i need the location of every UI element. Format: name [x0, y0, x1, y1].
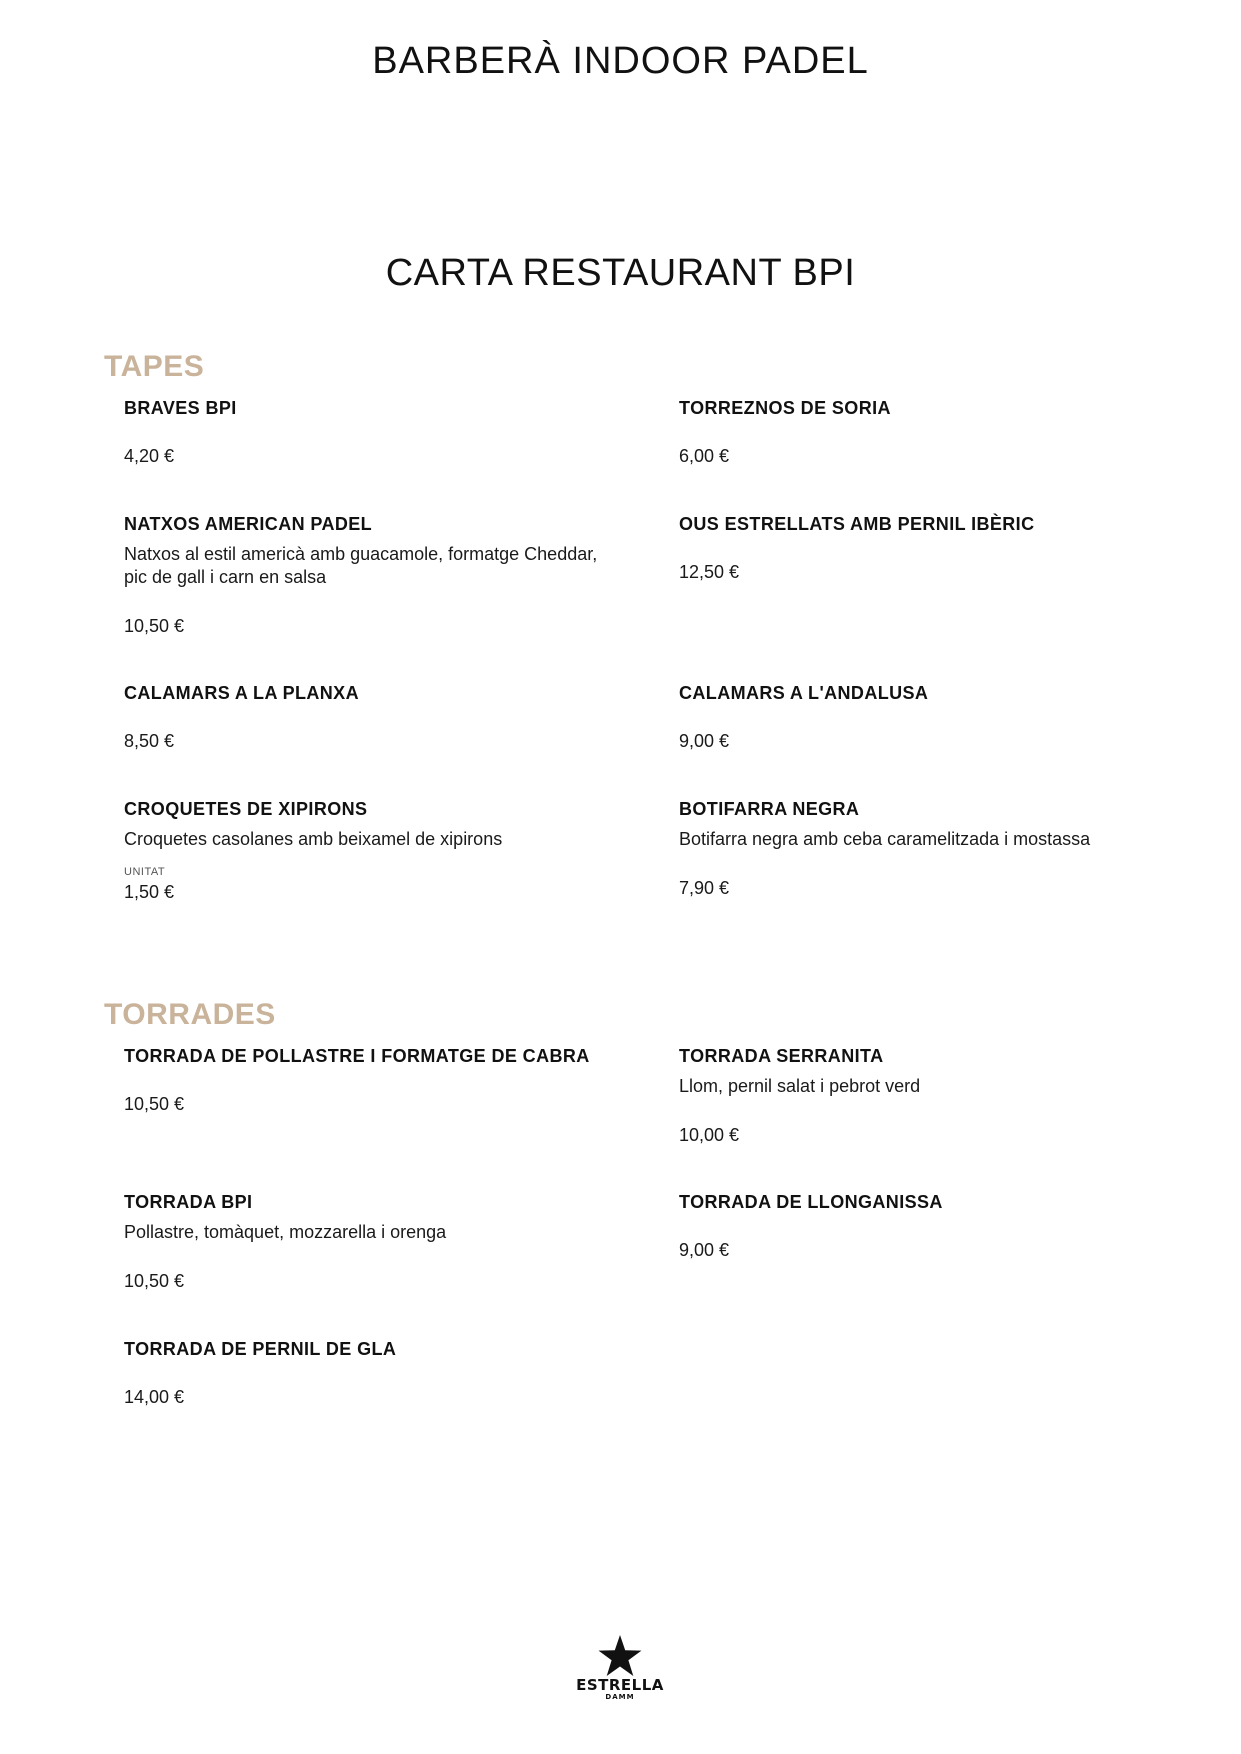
item-name: TORREZNOS DE SORIA [679, 398, 891, 418]
item-price: 14,00 € [124, 1387, 185, 1407]
menu-item [679, 513, 1179, 583]
item-price: 7,90 € [679, 878, 730, 898]
menu-item [679, 798, 1199, 899]
menu-item [679, 682, 1179, 752]
item-description: Natxos al estil americà amb guacamole, formatge Cheddar, pic de gall i carn en salsa [124, 544, 598, 587]
section-heading-tapes: TAPES [104, 350, 205, 383]
item-name: TORRADA BPI [124, 1192, 253, 1212]
menu-item [124, 1338, 624, 1408]
item-price: 10,50 € [124, 616, 185, 636]
item-name: CALAMARS A LA PLANXA [124, 683, 359, 703]
menu-item [679, 1045, 1179, 1146]
menu-item [124, 1191, 624, 1292]
item-description: Croquetes casolanes amb beixamel de xipirons [124, 829, 503, 849]
menu-item [679, 397, 1179, 467]
unit-label: UNITAT [124, 866, 166, 878]
menu-item [679, 1191, 1179, 1261]
item-description: Pollastre, tomàquet, mozzarella i orenga [124, 1222, 447, 1242]
item-name: BRAVES BPI [124, 398, 237, 418]
item-price: 9,00 € [679, 731, 730, 751]
item-price: 6,00 € [679, 446, 730, 466]
item-name: TORRADA DE PERNIL DE GLA [124, 1339, 397, 1359]
item-name: OUS ESTRELLATS AMB PERNIL IBÈRIC [679, 514, 1035, 534]
star-icon [598, 1635, 642, 1677]
venue-title: BARBERÀ INDOOR PADEL [372, 40, 869, 82]
item-price: 10,50 € [124, 1271, 185, 1291]
item-price: 4,20 € [124, 446, 175, 466]
item-price: 12,50 € [679, 562, 740, 582]
item-name: TORRADA DE POLLASTRE I FORMATGE DE CABRA [124, 1046, 590, 1066]
item-name: CALAMARS A L'ANDALUSA [679, 683, 929, 703]
item-price: 9,00 € [679, 1240, 730, 1260]
item-price: 10,00 € [679, 1125, 740, 1145]
item-price: 10,50 € [124, 1094, 185, 1114]
item-price: 8,50 € [124, 731, 175, 751]
item-name: CROQUETES DE XIPIRONS [124, 799, 368, 819]
item-name: BOTIFARRA NEGRA [679, 799, 860, 819]
item-description: Botifarra negra amb ceba caramelitzada i mostassa [679, 829, 1091, 849]
estrella-damm-logo [572, 1635, 668, 1707]
menu-item [124, 798, 624, 903]
logo-text: ESTRELLA [576, 1676, 664, 1694]
item-name: TORRADA SERRANITA [679, 1046, 884, 1066]
logo-subtext: DAMM [605, 1693, 635, 1701]
menu-item [124, 682, 624, 752]
item-name: TORRADA DE LLONGANISSA [679, 1192, 943, 1212]
menu-title: CARTA RESTAURANT BPI [385, 252, 856, 294]
menu-item [124, 397, 624, 467]
item-name: NATXOS AMERICAN PADEL [124, 514, 373, 534]
item-description: Llom, pernil salat i pebrot verd [679, 1076, 921, 1096]
menu-item [124, 1045, 624, 1115]
section-heading-torrades: TORRADES [104, 998, 276, 1031]
menu-item [124, 513, 624, 637]
item-price: 1,50 € [124, 882, 175, 902]
